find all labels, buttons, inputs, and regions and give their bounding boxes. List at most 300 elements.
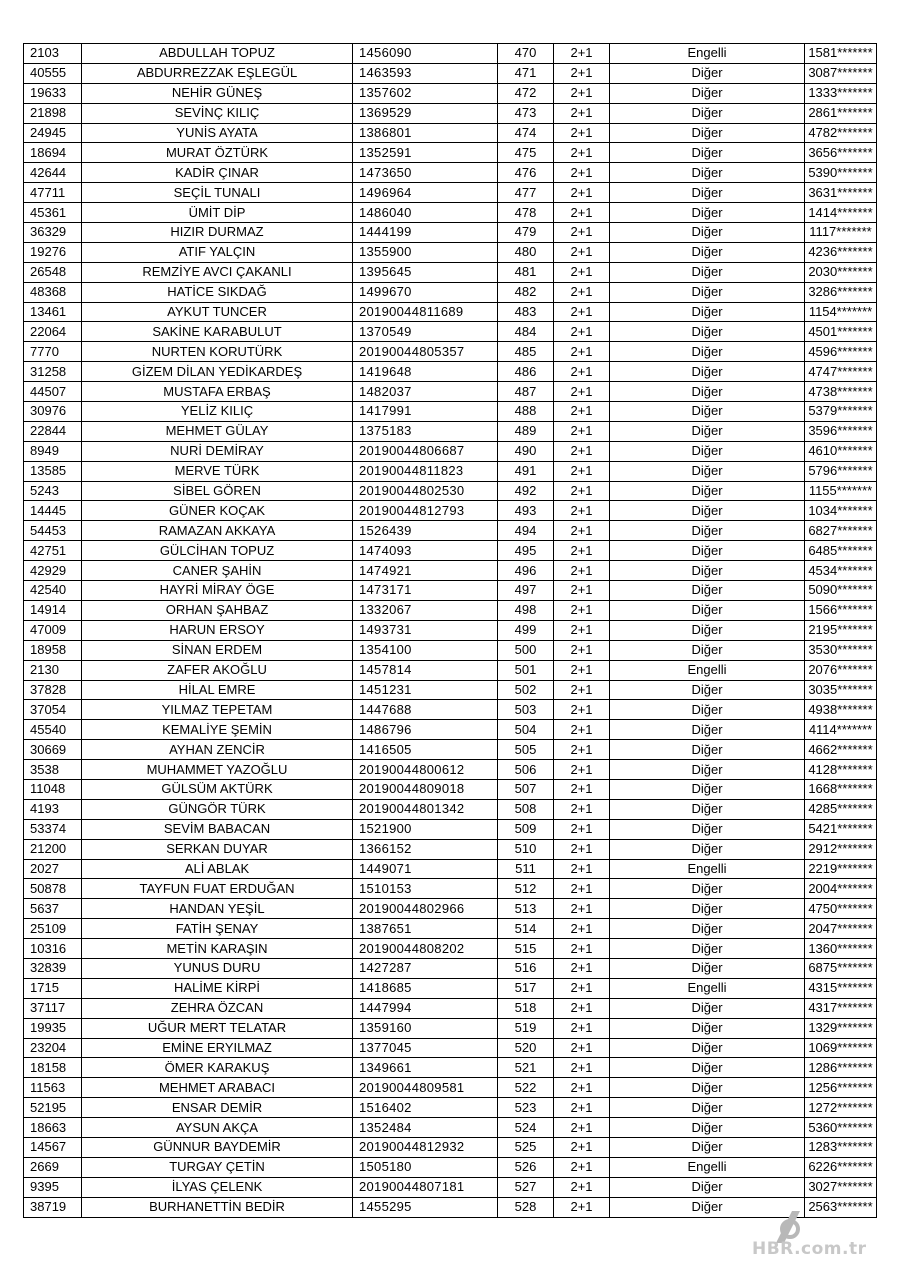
table-row	[24, 421, 877, 441]
application-number-cell: 1369529	[353, 103, 498, 123]
masked-id-cell: 5379*******	[805, 402, 877, 422]
masked-id-cell: 3286*******	[805, 282, 877, 302]
table-row	[24, 819, 877, 839]
applicant-id-cell: 4193	[24, 799, 82, 819]
table-row	[24, 183, 877, 203]
category-cell: Diğer	[610, 939, 805, 959]
table-row	[24, 1018, 877, 1038]
application-number-cell: 20190044811689	[353, 302, 498, 322]
rank-cell: 499	[498, 620, 554, 640]
application-number-cell: 1444199	[353, 223, 498, 243]
rank-cell: 483	[498, 302, 554, 322]
category-cell: Diğer	[610, 899, 805, 919]
rank-cell: 500	[498, 640, 554, 660]
table-row	[24, 481, 877, 501]
table-row	[24, 740, 877, 760]
application-number-cell: 1526439	[353, 521, 498, 541]
applicant-id-cell: 38719	[24, 1197, 82, 1217]
application-number-cell: 1516402	[353, 1098, 498, 1118]
applicant-id-cell: 40555	[24, 63, 82, 83]
house-type-cell: 2+1	[554, 1078, 610, 1098]
rank-cell: 472	[498, 83, 554, 103]
rank-cell: 482	[498, 282, 554, 302]
rank-cell: 485	[498, 342, 554, 362]
masked-id-cell: 4750*******	[805, 899, 877, 919]
category-cell: Diğer	[610, 163, 805, 183]
category-cell: Diğer	[610, 680, 805, 700]
masked-id-cell: 4317*******	[805, 998, 877, 1018]
house-type-cell: 2+1	[554, 421, 610, 441]
application-number-cell: 1456090	[353, 44, 498, 64]
applicant-id-cell: 24945	[24, 123, 82, 143]
applicant-id-cell: 14445	[24, 501, 82, 521]
table-row	[24, 521, 877, 541]
applicant-name-cell: MEHMET GÜLAY	[82, 421, 353, 441]
applicant-name-cell: MUSTAFA ERBAŞ	[82, 382, 353, 402]
table-row	[24, 282, 877, 302]
applicant-name-cell: NEHİR GÜNEŞ	[82, 83, 353, 103]
house-type-cell: 2+1	[554, 779, 610, 799]
applicant-name-cell: GÜNNUR BAYDEMİR	[82, 1137, 353, 1157]
house-type-cell: 2+1	[554, 680, 610, 700]
application-number-cell: 1387651	[353, 919, 498, 939]
applicant-name-cell: HAYRİ MİRAY ÖGE	[82, 581, 353, 601]
category-cell: Diğer	[610, 242, 805, 262]
category-cell: Diğer	[610, 103, 805, 123]
rank-cell: 510	[498, 839, 554, 859]
applicant-id-cell: 19935	[24, 1018, 82, 1038]
rank-cell: 471	[498, 63, 554, 83]
table-row	[24, 978, 877, 998]
application-number-cell: 1352591	[353, 143, 498, 163]
masked-id-cell: 2030*******	[805, 262, 877, 282]
masked-id-cell: 3631*******	[805, 183, 877, 203]
rank-cell: 477	[498, 183, 554, 203]
masked-id-cell: 4315*******	[805, 978, 877, 998]
category-cell: Engelli	[610, 859, 805, 879]
masked-id-cell: 1333*******	[805, 83, 877, 103]
house-type-cell: 2+1	[554, 1098, 610, 1118]
applicant-name-cell: SAKİNE KARABULUT	[82, 322, 353, 342]
applicant-id-cell: 18958	[24, 640, 82, 660]
application-number-cell: 1332067	[353, 600, 498, 620]
application-number-cell: 1473650	[353, 163, 498, 183]
masked-id-cell: 4285*******	[805, 799, 877, 819]
rank-cell: 527	[498, 1177, 554, 1197]
application-number-cell: 1354100	[353, 640, 498, 660]
table-row	[24, 362, 877, 382]
masked-id-cell: 6875*******	[805, 958, 877, 978]
house-type-cell: 2+1	[554, 879, 610, 899]
application-number-cell: 20190044800612	[353, 760, 498, 780]
table-row	[24, 541, 877, 561]
house-type-cell: 2+1	[554, 481, 610, 501]
rank-cell: 492	[498, 481, 554, 501]
application-number-cell: 1418685	[353, 978, 498, 998]
application-number-cell: 1486796	[353, 720, 498, 740]
category-cell: Diğer	[610, 561, 805, 581]
category-cell: Diğer	[610, 501, 805, 521]
rank-cell: 488	[498, 402, 554, 422]
table-row	[24, 1078, 877, 1098]
house-type-cell: 2+1	[554, 203, 610, 223]
applicant-name-cell: ABDURREZZAK EŞLEGÜL	[82, 63, 353, 83]
applicant-id-cell: 2669	[24, 1157, 82, 1177]
table-row	[24, 123, 877, 143]
applicant-id-cell: 2130	[24, 660, 82, 680]
applicant-name-cell: RAMAZAN AKKAYA	[82, 521, 353, 541]
application-number-cell: 20190044801342	[353, 799, 498, 819]
category-cell: Diğer	[610, 1078, 805, 1098]
category-cell: Diğer	[610, 83, 805, 103]
table-row	[24, 1058, 877, 1078]
masked-id-cell: 2219*******	[805, 859, 877, 879]
applicant-name-cell: YELİZ KILIÇ	[82, 402, 353, 422]
table-row	[24, 302, 877, 322]
application-number-cell: 1474093	[353, 541, 498, 561]
rank-cell: 501	[498, 660, 554, 680]
rank-cell: 521	[498, 1058, 554, 1078]
applicant-id-cell: 18663	[24, 1118, 82, 1138]
applicant-name-cell: CANER ŞAHİN	[82, 561, 353, 581]
category-cell: Diğer	[610, 223, 805, 243]
masked-id-cell: 4782*******	[805, 123, 877, 143]
application-number-cell: 1499670	[353, 282, 498, 302]
applicant-name-cell: MERVE TÜRK	[82, 461, 353, 481]
application-number-cell: 1493731	[353, 620, 498, 640]
masked-id-cell: 3596*******	[805, 421, 877, 441]
applicant-id-cell: 45540	[24, 720, 82, 740]
table-row	[24, 779, 877, 799]
masked-id-cell: 6827*******	[805, 521, 877, 541]
applicant-name-cell: HIZIR DURMAZ	[82, 223, 353, 243]
applicant-id-cell: 14914	[24, 600, 82, 620]
house-type-cell: 2+1	[554, 1197, 610, 1217]
house-type-cell: 2+1	[554, 262, 610, 282]
house-type-cell: 2+1	[554, 660, 610, 680]
house-type-cell: 2+1	[554, 1118, 610, 1138]
application-number-cell: 1449071	[353, 859, 498, 879]
rank-cell: 470	[498, 44, 554, 64]
applicant-name-cell: SİNAN ERDEM	[82, 640, 353, 660]
category-cell: Diğer	[610, 919, 805, 939]
masked-id-cell: 5360*******	[805, 1118, 877, 1138]
applicant-id-cell: 48368	[24, 282, 82, 302]
table-row	[24, 262, 877, 282]
house-type-cell: 2+1	[554, 561, 610, 581]
category-cell: Diğer	[610, 123, 805, 143]
house-type-cell: 2+1	[554, 103, 610, 123]
applicant-id-cell: 44507	[24, 382, 82, 402]
category-cell: Diğer	[610, 879, 805, 899]
applicant-name-cell: GÜNGÖR TÜRK	[82, 799, 353, 819]
house-type-cell: 2+1	[554, 521, 610, 541]
house-type-cell: 2+1	[554, 760, 610, 780]
application-number-cell: 1366152	[353, 839, 498, 859]
applicant-name-cell: SİBEL GÖREN	[82, 481, 353, 501]
masked-id-cell: 3656*******	[805, 143, 877, 163]
applicant-id-cell: 3538	[24, 760, 82, 780]
category-cell: Diğer	[610, 143, 805, 163]
house-type-cell: 2+1	[554, 958, 610, 978]
application-number-cell: 1505180	[353, 1157, 498, 1177]
application-number-cell: 1455295	[353, 1197, 498, 1217]
masked-id-cell: 2195*******	[805, 620, 877, 640]
masked-id-cell: 4938*******	[805, 700, 877, 720]
table-row	[24, 720, 877, 740]
applicant-name-cell: YUNUS DURU	[82, 958, 353, 978]
house-type-cell: 2+1	[554, 799, 610, 819]
masked-id-cell: 1668*******	[805, 779, 877, 799]
category-cell: Diğer	[610, 819, 805, 839]
rank-cell: 486	[498, 362, 554, 382]
category-cell: Diğer	[610, 402, 805, 422]
masked-id-cell: 1154*******	[805, 302, 877, 322]
application-number-cell: 1427287	[353, 958, 498, 978]
masked-id-cell: 4534*******	[805, 561, 877, 581]
applicant-id-cell: 5637	[24, 899, 82, 919]
category-cell: Diğer	[610, 1018, 805, 1038]
category-cell: Diğer	[610, 998, 805, 1018]
masked-id-cell: 4738*******	[805, 382, 877, 402]
category-cell: Diğer	[610, 63, 805, 83]
category-cell: Diğer	[610, 362, 805, 382]
masked-id-cell: 6226*******	[805, 1157, 877, 1177]
category-cell: Diğer	[610, 541, 805, 561]
table-row	[24, 600, 877, 620]
house-type-cell: 2+1	[554, 859, 610, 879]
applicant-name-cell: KEMALİYE ŞEMİN	[82, 720, 353, 740]
applicant-name-cell: GÜLSÜM AKTÜRK	[82, 779, 353, 799]
rank-cell: 480	[498, 242, 554, 262]
rank-cell: 514	[498, 919, 554, 939]
category-cell: Diğer	[610, 1177, 805, 1197]
applicant-id-cell: 11563	[24, 1078, 82, 1098]
category-cell: Diğer	[610, 262, 805, 282]
house-type-cell: 2+1	[554, 720, 610, 740]
category-cell: Diğer	[610, 581, 805, 601]
hbr-watermark	[752, 1205, 882, 1265]
application-number-cell: 20190044811823	[353, 461, 498, 481]
table-row	[24, 203, 877, 223]
application-number-cell: 1473171	[353, 581, 498, 601]
category-cell: Diğer	[610, 382, 805, 402]
applicant-id-cell: 5243	[24, 481, 82, 501]
application-number-cell: 1457814	[353, 660, 498, 680]
applicant-name-cell: NURTEN KORUTÜRK	[82, 342, 353, 362]
table-row	[24, 1098, 877, 1118]
house-type-cell: 2+1	[554, 461, 610, 481]
applicant-id-cell: 25109	[24, 919, 82, 939]
masked-id-cell: 3087*******	[805, 63, 877, 83]
application-number-cell: 1463593	[353, 63, 498, 83]
masked-id-cell: 4501*******	[805, 322, 877, 342]
applicant-name-cell: ALİ ABLAK	[82, 859, 353, 879]
applicant-id-cell: 22064	[24, 322, 82, 342]
application-number-cell: 1357602	[353, 83, 498, 103]
category-cell: Diğer	[610, 839, 805, 859]
application-number-cell: 20190044802966	[353, 899, 498, 919]
application-number-cell: 20190044802530	[353, 481, 498, 501]
applicant-name-cell: ÜMİT DİP	[82, 203, 353, 223]
house-type-cell: 2+1	[554, 402, 610, 422]
house-type-cell: 2+1	[554, 581, 610, 601]
table-row	[24, 143, 877, 163]
application-number-cell: 1416505	[353, 740, 498, 760]
applicant-id-cell: 18694	[24, 143, 82, 163]
application-number-cell: 1377045	[353, 1038, 498, 1058]
applicant-name-cell: HALİME KİRPİ	[82, 978, 353, 998]
table-row	[24, 1197, 877, 1217]
applicant-id-cell: 26548	[24, 262, 82, 282]
applicant-id-cell: 19633	[24, 83, 82, 103]
applicant-id-cell: 21200	[24, 839, 82, 859]
applicant-name-cell: EMİNE ERYILMAZ	[82, 1038, 353, 1058]
category-cell: Diğer	[610, 760, 805, 780]
category-cell: Diğer	[610, 779, 805, 799]
masked-id-cell: 1155*******	[805, 481, 877, 501]
application-number-cell: 1486040	[353, 203, 498, 223]
applicant-name-cell: NURİ DEMİRAY	[82, 441, 353, 461]
table-row	[24, 1118, 877, 1138]
category-cell: Diğer	[610, 1137, 805, 1157]
masked-id-cell: 5421*******	[805, 819, 877, 839]
applicant-name-cell: YUNİS AYATA	[82, 123, 353, 143]
applicant-id-cell: 30669	[24, 740, 82, 760]
applicant-id-cell: 47009	[24, 620, 82, 640]
category-cell: Diğer	[610, 203, 805, 223]
house-type-cell: 2+1	[554, 362, 610, 382]
category-cell: Diğer	[610, 282, 805, 302]
applicant-name-cell: AYKUT TUNCER	[82, 302, 353, 322]
applicant-id-cell: 9395	[24, 1177, 82, 1197]
masked-id-cell: 1414*******	[805, 203, 877, 223]
applicant-name-cell: AYSUN AKÇA	[82, 1118, 353, 1138]
application-number-cell: 1375183	[353, 421, 498, 441]
application-number-cell: 1447994	[353, 998, 498, 1018]
rank-cell: 525	[498, 1137, 554, 1157]
table-row	[24, 939, 877, 959]
house-type-cell: 2+1	[554, 183, 610, 203]
category-cell: Diğer	[610, 481, 805, 501]
rank-cell: 484	[498, 322, 554, 342]
house-type-cell: 2+1	[554, 939, 610, 959]
table-row	[24, 342, 877, 362]
category-cell: Diğer	[610, 322, 805, 342]
application-number-cell: 20190044806687	[353, 441, 498, 461]
applicant-id-cell: 14567	[24, 1137, 82, 1157]
applicant-name-cell: FATİH ŞENAY	[82, 919, 353, 939]
applicant-name-cell: SEÇİL TUNALI	[82, 183, 353, 203]
masked-id-cell: 2047*******	[805, 919, 877, 939]
category-cell: Diğer	[610, 421, 805, 441]
application-number-cell: 1521900	[353, 819, 498, 839]
house-type-cell: 2+1	[554, 382, 610, 402]
table-row	[24, 501, 877, 521]
rank-cell: 519	[498, 1018, 554, 1038]
applicant-id-cell: 2027	[24, 859, 82, 879]
applicant-name-cell: MUHAMMET YAZOĞLU	[82, 760, 353, 780]
applicant-name-cell: YILMAZ TEPETAM	[82, 700, 353, 720]
applicant-name-cell: SEVİNÇ KILIÇ	[82, 103, 353, 123]
house-type-cell: 2+1	[554, 123, 610, 143]
category-cell: Diğer	[610, 1098, 805, 1118]
house-type-cell: 2+1	[554, 302, 610, 322]
category-cell: Diğer	[610, 1118, 805, 1138]
rank-cell: 502	[498, 680, 554, 700]
table-row	[24, 223, 877, 243]
application-number-cell: 20190044808202	[353, 939, 498, 959]
table-row	[24, 958, 877, 978]
masked-id-cell: 1566*******	[805, 600, 877, 620]
applicant-id-cell: 42644	[24, 163, 82, 183]
applicant-id-cell: 36329	[24, 223, 82, 243]
category-cell: Diğer	[610, 740, 805, 760]
category-cell: Diğer	[610, 521, 805, 541]
application-number-cell: 1447688	[353, 700, 498, 720]
masked-id-cell: 1034*******	[805, 501, 877, 521]
applicant-id-cell: 13585	[24, 461, 82, 481]
applicant-id-cell: 13461	[24, 302, 82, 322]
table-row	[24, 461, 877, 481]
house-type-cell: 2+1	[554, 839, 610, 859]
applicant-name-cell: ÖMER KARAKUŞ	[82, 1058, 353, 1078]
table-row	[24, 163, 877, 183]
application-number-cell: 1482037	[353, 382, 498, 402]
applicant-id-cell: 30976	[24, 402, 82, 422]
table-row	[24, 103, 877, 123]
application-number-cell: 20190044809018	[353, 779, 498, 799]
applicant-id-cell: 11048	[24, 779, 82, 799]
house-type-cell: 2+1	[554, 1058, 610, 1078]
applicant-id-cell: 54453	[24, 521, 82, 541]
masked-id-cell: 1117*******	[805, 223, 877, 243]
applicant-id-cell: 42540	[24, 581, 82, 601]
table-row	[24, 1177, 877, 1197]
applicant-id-cell: 23204	[24, 1038, 82, 1058]
applicant-name-cell: METİN KARAŞIN	[82, 939, 353, 959]
applicant-name-cell: GÜNER KOÇAK	[82, 501, 353, 521]
table-row	[24, 680, 877, 700]
application-number-cell: 1496964	[353, 183, 498, 203]
applicant-id-cell: 37828	[24, 680, 82, 700]
house-type-cell: 2+1	[554, 620, 610, 640]
rank-cell: 507	[498, 779, 554, 799]
application-number-cell: 1474921	[353, 561, 498, 581]
masked-id-cell: 1272*******	[805, 1098, 877, 1118]
table-row	[24, 899, 877, 919]
house-type-cell: 2+1	[554, 44, 610, 64]
table-row	[24, 382, 877, 402]
applicant-name-cell: MEHMET ARABACI	[82, 1078, 353, 1098]
applicant-name-cell: TAYFUN FUAT ERDUĞAN	[82, 879, 353, 899]
rank-cell: 487	[498, 382, 554, 402]
applicant-name-cell: REMZİYE AVCI ÇAKANLI	[82, 262, 353, 282]
masked-id-cell: 2912*******	[805, 839, 877, 859]
rank-cell: 476	[498, 163, 554, 183]
category-cell: Diğer	[610, 441, 805, 461]
rank-cell: 478	[498, 203, 554, 223]
house-type-cell: 2+1	[554, 163, 610, 183]
rank-cell: 512	[498, 879, 554, 899]
applicant-name-cell: MURAT ÖZTÜRK	[82, 143, 353, 163]
applicant-id-cell: 2103	[24, 44, 82, 64]
masked-id-cell: 3035*******	[805, 680, 877, 700]
applicant-name-cell: TURGAY ÇETİN	[82, 1157, 353, 1177]
table-row	[24, 242, 877, 262]
rank-cell: 490	[498, 441, 554, 461]
house-type-cell: 2+1	[554, 600, 610, 620]
